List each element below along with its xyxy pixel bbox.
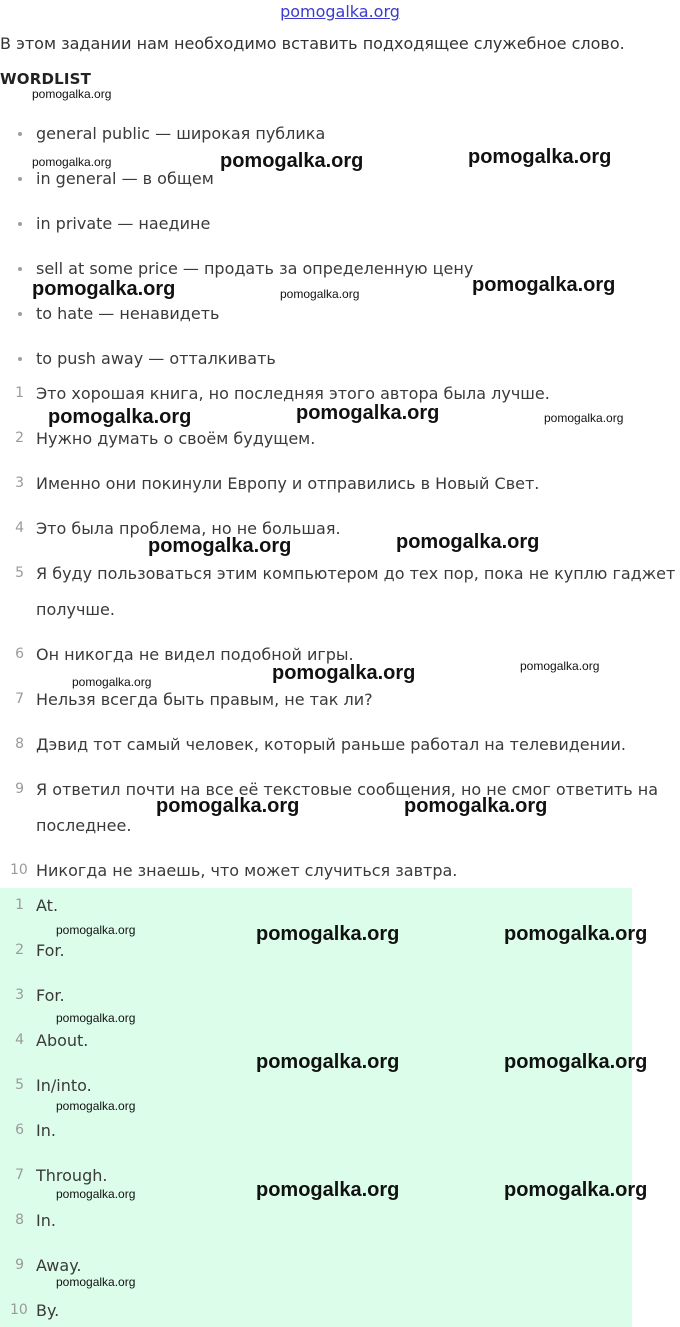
answer-number: 3 (15, 987, 24, 1003)
answer-text: For. (36, 941, 65, 960)
exercise-sentence: Никогда не знаешь, что может случиться завтра. (36, 861, 458, 880)
watermark: pomogalka.org (504, 923, 648, 945)
bullet-icon (18, 132, 22, 136)
watermark: pomogalka.org (220, 150, 364, 172)
watermark: pomogalka.org (48, 406, 192, 428)
watermark: pomogalka.org (32, 87, 112, 101)
wordlist-heading: WORDLIST (0, 70, 92, 88)
watermark: pomogalka.org (156, 795, 300, 817)
answer-number: 9 (15, 1257, 24, 1273)
exercise-number: 2 (15, 430, 24, 446)
answer-text: In. (36, 1211, 56, 1230)
watermark: pomogalka.org (56, 1011, 136, 1025)
intro-text: В этом задании нам необходимо вставить подходящее служебное слово. (0, 34, 625, 53)
watermark: pomogalka.org (520, 659, 600, 673)
wordlist-item-text: to hate — ненавидеть (36, 304, 220, 323)
answer-number: 7 (15, 1167, 24, 1183)
answer-number: 2 (15, 942, 24, 958)
wordlist-item-text: in general — в общем (36, 169, 214, 188)
wordlist-item-text: sell at some price — продать за определенную цену (36, 259, 474, 278)
watermark: pomogalka.org (32, 278, 176, 300)
answer-number: 5 (15, 1077, 24, 1093)
watermark: pomogalka.org (544, 411, 624, 425)
exercise-sentence: Он никогда не видел подобной игры. (36, 645, 354, 664)
watermark: pomogalka.org (280, 287, 360, 301)
answer-text: In/into. (36, 1076, 92, 1095)
exercise-number: 10 (10, 862, 28, 878)
watermark: pomogalka.org (56, 923, 136, 937)
watermark: pomogalka.org (472, 274, 616, 296)
bullet-icon (18, 222, 22, 226)
watermark: pomogalka.org (56, 1187, 136, 1201)
answer-text: About. (36, 1031, 89, 1050)
watermark: pomogalka.org (256, 1051, 400, 1073)
exercise-number: 1 (15, 385, 24, 401)
exercise-number: 8 (15, 736, 24, 752)
answer-text: Away. (36, 1256, 82, 1275)
exercise-number: 3 (15, 475, 24, 491)
exercise-sentence: последнее. (36, 816, 132, 835)
exercise-sentence: Это хорошая книга, но последняя этого автора была лучше. (36, 384, 550, 403)
site-link[interactable]: pomogalka.org (280, 2, 400, 21)
answer-text: At. (36, 896, 59, 915)
watermark: pomogalka.org (56, 1099, 136, 1113)
wordlist-item-text: general public — широкая публика (36, 124, 326, 143)
exercise-number: 9 (15, 781, 24, 797)
exercise-number: 7 (15, 691, 24, 707)
answer-text: In. (36, 1121, 56, 1140)
answer-number: 6 (15, 1122, 24, 1138)
exercise-sentence: Я буду пользоваться этим компьютером до тех пор, пока не куплю гаджет (36, 564, 676, 583)
answer-number: 4 (15, 1032, 24, 1048)
watermark: pomogalka.org (256, 923, 400, 945)
answer-text: For. (36, 986, 65, 1005)
answer-text: Through. (36, 1166, 108, 1185)
exercise-sentence: Дэвид тот самый человек, который раньше работал на телевидении. (36, 735, 626, 754)
wordlist-item-text: in private — наедине (36, 214, 211, 233)
watermark: pomogalka.org (504, 1179, 648, 1201)
watermark: pomogalka.org (56, 1275, 136, 1289)
watermark: pomogalka.org (272, 662, 416, 684)
exercise-sentence: Нужно думать о своём будущем. (36, 429, 316, 448)
wordlist-item-text: to push away — отталкивать (36, 349, 276, 368)
watermark: pomogalka.org (256, 1179, 400, 1201)
exercise-sentence: Это была проблема, но не большая. (36, 519, 341, 538)
watermark: pomogalka.org (404, 795, 548, 817)
watermark: pomogalka.org (296, 402, 440, 424)
watermark: pomogalka.org (468, 146, 612, 168)
bullet-icon (18, 312, 22, 316)
exercise-sentence: Именно они покинули Европу и отправились в Новый Свет. (36, 474, 540, 493)
answer-number: 8 (15, 1212, 24, 1228)
bullet-icon (18, 177, 22, 181)
answer-number: 1 (15, 897, 24, 913)
exercise-sentence: Я ответил почти на все её текстовые сообщения, но не смог ответить на (36, 780, 659, 799)
bullet-icon (18, 357, 22, 361)
answer-number: 10 (10, 1302, 28, 1318)
answer-text: By. (36, 1301, 60, 1320)
exercise-sentence: получше. (36, 600, 115, 619)
watermark: pomogalka.org (32, 155, 112, 169)
exercise-number: 4 (15, 520, 24, 536)
exercise-sentence: Нельзя всегда быть правым, не так ли? (36, 690, 373, 709)
watermark: pomogalka.org (396, 531, 540, 553)
bullet-icon (18, 267, 22, 271)
watermark: pomogalka.org (504, 1051, 648, 1073)
watermark: pomogalka.org (72, 675, 152, 689)
exercise-number: 5 (15, 565, 24, 581)
exercise-number: 6 (15, 646, 24, 662)
watermark: pomogalka.org (148, 535, 292, 557)
